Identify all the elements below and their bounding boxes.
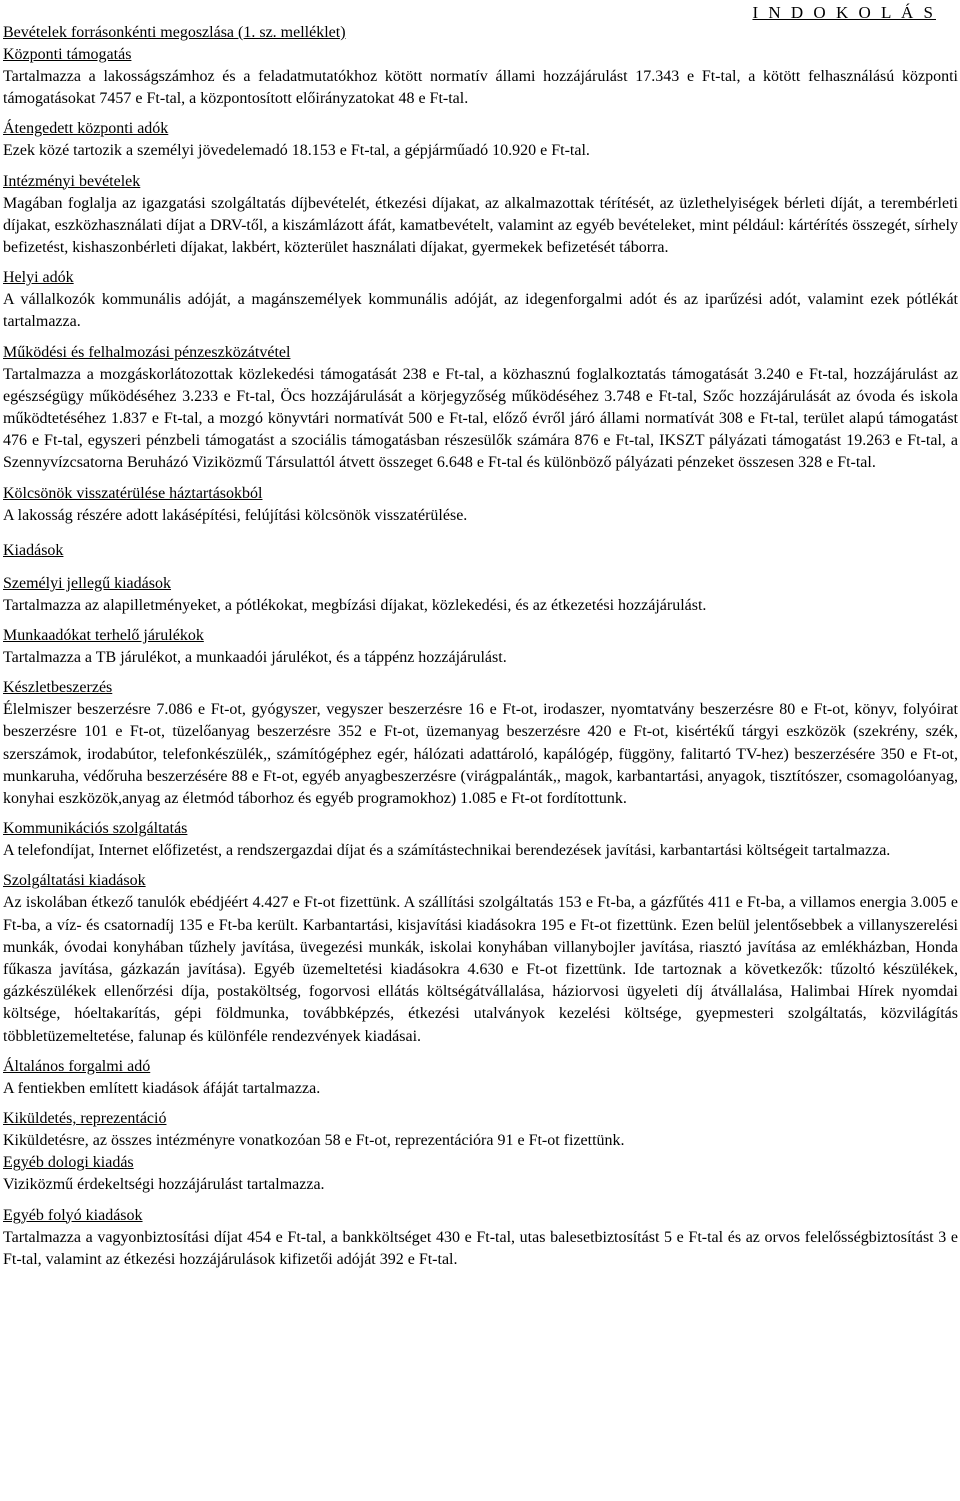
paragraph-communication-services: A telefondíjat, Internet előfizetést, a rendszergazdai díjat és a számítástechnikai berendezések javítási, karbantartási költségeit tartalmazza.	[3, 842, 891, 860]
paragraph-personnel-expenses: Tartalmazza az alapilletményeket, a pótlékokat, megbízási díjakat, közlekedési, és az étkezetési hozzájárulást.	[3, 596, 707, 614]
paragraph-vat: A fentiekben említett kiadások áfáját tartalmazza.	[3, 1079, 321, 1097]
heading-expenditures: Kiadások	[3, 541, 64, 559]
heading-communication-services: Kommunikációs szolgáltatás	[3, 820, 188, 838]
paragraph-loan-repayments: A lakosság részére adott lakásépítési, felújítási kölcsönök visszatérülése.	[3, 506, 468, 524]
heading-institutional-revenue: Intézményi bevételek	[3, 172, 141, 190]
heading-personnel-expenses: Személyi jellegű kiadások	[3, 574, 171, 592]
paragraph-other-current-expenses: Tartalmazza a vagyonbiztosítási díjat 454 e Ft-tal, a bankköltséget 430 e Ft-tal, utas balesetbiztosítást 5 e Ft-tal és az orvos felelősségbiztosítást 3 e Ft-tal, valamint az étkezési hozzájárulások kifizetői adóját 392 e Ft-tal.	[3, 1228, 958, 1268]
paragraph-travel-representation: Kiküldetésre, az összes intézményre vonatkozóan 58 e Ft-ot, reprezentációra 91 e Ft-ot fizettünk.	[3, 1132, 625, 1150]
paragraph-other-material-expenses: Viziközmű érdekeltségi hozzájárulást tartalmazza.	[3, 1176, 325, 1194]
document-page	[3, 0, 958, 1271]
heading-travel-representation: Kiküldetés, reprezentáció	[3, 1110, 167, 1128]
heading-transferred-taxes: Átengedett központi adók	[3, 120, 169, 138]
paragraph-local-taxes: A vállalkozók kommunális adóját, a magánszemélyek kommunális adóját, az idegenforgalmi adót és az iparűzési adót, valamint ezek pótlékát tartalmazza.	[3, 291, 958, 331]
heading-employer-contributions: Munkaadókat terhelő járulékok	[3, 627, 204, 645]
paragraph-institutional-revenue: Magában foglalja az igazgatási szolgáltatás díjbevételét, étkezési díjakat, az alkalmazottak térítését, az üzlethelyiségek bérleti díját, a terembérleti díjakat, eszközhasználati díjat a DRV-től, a kiszámlázott áfát, kamatbevételt, valamint az egyéb bevételeket, mint például: kártérítés összegét, sírhely befizetést, kishaszonbérleti díjakat, lakbért, közterület használati díjakat, gyermekek befizetését táborra.	[3, 194, 958, 257]
paragraph-employer-contributions: Tartalmazza a TB járulékot, a munkaadói járulékot, és a táppénz hozzájárulást.	[3, 649, 507, 667]
heading-other-current-expenses: Egyéb folyó kiadások	[3, 1206, 143, 1224]
heading-central-support: Központi támogatás	[3, 46, 132, 63]
intro-line-revenue-breakdown: Bevételek forrásonkénti megoszlása (1. sz. melléklet)	[3, 24, 346, 41]
heading-procurement: Készletbeszerzés	[3, 679, 113, 697]
heading-vat: Általános forgalmi adó	[3, 1057, 151, 1075]
document-title: I N D O K O L Á S	[752, 3, 936, 22]
heading-operating-transfers: Működési és felhalmozási pénzeszközátvétel	[3, 343, 291, 361]
paragraph-procurement: Élelmiszer beszerzésre 7.086 e Ft-ot, gyógyszer, vegyszer beszerzésre 16 e Ft-ot, irodaszer, nyomtatvány beszerzésre 80 e Ft-ot, könyv, folyóirat beszerzésre 101 e Ft-ot, tüzelőanyag beszerzésre 352 e Ft-ot, üzemanyag beszerzésre 420 e Ft-ot, kisértékű tárgyi eszközök (szekrény, szék, szerszámok, irodabútor, telefonkészülék,, számítógéphez egér, hálózati adattároló, kapálógép, függöny, falitartó TV-hez) beszerzésére 350 e Ft-ot, munkaruha, védőruha beszerzésére 88 e Ft-ot, egyéb anyagbeszerzésre (virágpalánták,, magok, karbantartási, anyagok, tisztítószer, csomagolóanyag, konyhai eszközök,anyag az életmód táborhoz és egyéb programokhoz) 1.085 e Ft-ot fordítottunk.	[3, 701, 958, 808]
heading-local-taxes: Helyi adók	[3, 269, 74, 287]
paragraph-service-expenses: Az iskolában étkező tanulók ebédjéért 4.427 e Ft-ot fizettünk. A szállítási szolgáltatás 153 e Ft-ba, a gázfűtés 411 e Ft-ba, a villamos energia 3.005 e Ft-ba, a víz- és csatornadíj 135 e Ft-ba került. Karbantartási, kisjavítási kiadásokra 195 e Ft-ot fizettünk. Ezen belül jelentősebbek a villanyszerelési munkák, óvodai konyhában tűzhely javítása, üvegezési munkák, iskolai konyhában villanybojler javítása, riasztó javítása az emlékházban, Honda fűkasza javítása, gázkazán javítása). Egyéb üzemeltetési kiadásokra 4.630 e Ft-ot fizettünk. Ide tartoznak a következők: tűzoltó készülékek, gázkészülékek ellenőrzési díja, postaköltség, fogorvosi ellátás költségátvállalása, háziorvosi ügyeleti díj átvállalása, Halimbai Hírek nyomdai költsége, hóeltakarítás, gépi földmunka, továbbképzés, étkezési utalványok kezelési költsége, gyepmesteri szolgáltatás, közvilágítás többletüzemeltetése, falunap és különféle rendezvények kiadásai.	[3, 894, 958, 1045]
paragraph-central-support: Tartalmazza a lakosságszámhoz és a feladatmutatókhoz kötött normatív állami hozzájárulást 17.343 e Ft-tal, a kötött felhasználású központi támogatásokat 7457 e Ft-tal, a központosított előirányzatokat 48 e Ft-tal.	[3, 68, 958, 108]
paragraph-operating-transfers: Tartalmazza a mozgáskorlátozottak közlekedési támogatását 238 e Ft-tal, a közhasznú foglalkoztatás támogatását 3.240 e Ft-tal, hozzájárulást az egészségügy működéséhez 3.233 e Ft-tal, Öcs hozzájárulását a körjegyzőség működéséhez 3.748 e Ft-tal, Szőc hozzájárulását az óvoda és iskola működtetéséhez 1.837 e Ft-tal, a mozgó könyvtári normatívát 500 e Ft-tal, előző évről járó állami normatívát 308 e Ft-tal, terület alapú támogatást 476 e Ft-tal, egyszeri pénzbeli támogatást a szociális támogatásban részesülők számára 876 e Ft-tal, IKSZT pályázati támogatást 19.263 e Ft-tal, a Szennyvízcsatorna Beruházó Viziközmű Társulattól átvett összeget 6.648 e Ft-tal és különböző pályázati pénzeket összesen 328 e Ft-tal.	[3, 365, 958, 472]
heading-other-material-expenses: Egyéb dologi kiadás	[3, 1154, 134, 1172]
heading-loan-repayments: Kölcsönök visszatérülése háztartásokból	[3, 484, 263, 502]
heading-service-expenses: Szolgáltatási kiadások	[3, 872, 146, 890]
paragraph-transferred-taxes: Ezek közé tartozik a személyi jövedelemadó 18.153 e Ft-tal, a gépjárműadó 10.920 e Ft-tal.	[3, 142, 590, 160]
